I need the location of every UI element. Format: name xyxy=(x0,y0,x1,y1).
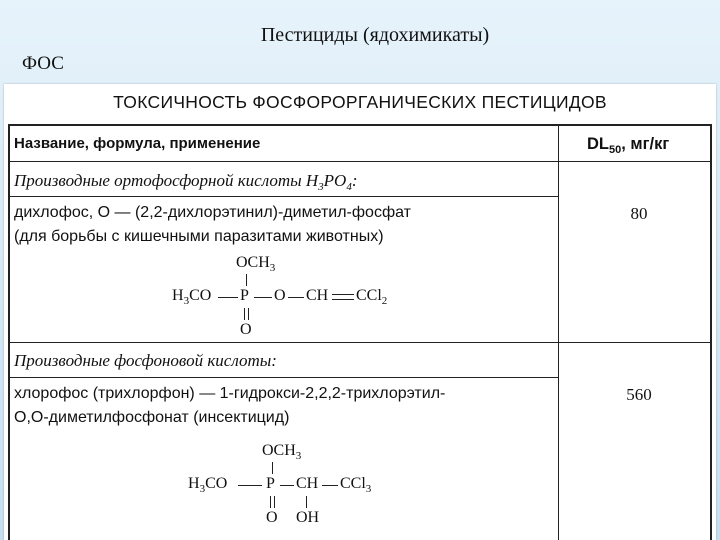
formula1-oxygen-bottom: O xyxy=(240,321,252,338)
column-divider xyxy=(558,124,559,540)
formula2-och3: $OCH_3$ xyxy=(262,442,302,462)
formula2-h3co: $H_3CO$ xyxy=(188,475,228,495)
header-name-column: Название, формула, применение xyxy=(14,135,261,152)
table-left-border xyxy=(8,124,10,540)
dichlorvos-description-line1: дихлофос, О — (2,2-дихлорэтинил)-диметил-фосфат xyxy=(14,204,411,221)
header-dl50-column: $DL_{50}$, мг/кг xyxy=(587,135,670,156)
formula2-oxygen-bottom: O xyxy=(266,509,278,526)
table-right-border xyxy=(710,124,712,540)
formula2-bond-top xyxy=(272,462,273,474)
formula1-h3co: $H_3CO$ xyxy=(172,287,212,307)
formula1-ch: CH xyxy=(306,287,329,304)
formula1-double-bond-lower xyxy=(332,299,354,300)
trichlorfon-dl50-value: 560 xyxy=(626,385,652,404)
formula1-double-bond-upper xyxy=(332,294,354,295)
formula1-double-bond-p-o-left xyxy=(244,308,245,320)
formula2-bond-p-ch xyxy=(280,485,294,486)
dichlorvos-dl50-value: 80 xyxy=(630,204,648,223)
formula2-bond-ch-oh xyxy=(306,496,307,508)
formula2-double-bond-p-o-left xyxy=(270,496,271,508)
formula1-double-bond-p-o-right xyxy=(248,308,249,320)
formula1-bond-top xyxy=(246,274,247,286)
section2-divider xyxy=(8,377,558,378)
formula1-ccl2: CCl$_2$ xyxy=(356,287,388,307)
dichlorvos-description-line2: (для борьбы с кишечными паразитами животных) xyxy=(14,228,384,245)
section1-label: Производные ортофосфорной кислоты $H_3PO_4$: xyxy=(14,171,358,193)
document-title: ТОКСИЧНОСТЬ ФОСФОРОРГАНИЧЕСКИХ ПЕСТИЦИДОВ xyxy=(113,92,607,112)
slide-title: Пестициды (ядохимикаты) xyxy=(260,24,490,46)
formula2-phosphorus: P xyxy=(266,475,275,492)
formula1-bond-left xyxy=(218,297,238,298)
formula2-ccl3: CCl$_3$ xyxy=(340,475,372,495)
formula1-phosphorus: P xyxy=(240,287,249,304)
formula1-bond-p-o xyxy=(254,297,272,298)
formula2-bond-left xyxy=(238,485,262,486)
formula1-oxygen-link: O xyxy=(274,287,286,304)
dichlorvos-structural-formula xyxy=(172,254,422,344)
slide-subtitle: ФОС xyxy=(22,53,64,74)
trichlorfon-description-line2: О,О-диметилфосфонат (инсектицид) xyxy=(14,409,290,426)
formula2-hydroxyl: OH xyxy=(296,509,320,526)
formula1-bond-o-ch xyxy=(288,297,304,298)
trichlorfon-structural-formula xyxy=(188,442,408,534)
section2-label: Производные фосфоновой кислоты: xyxy=(14,351,277,370)
formula2-double-bond-p-o-right xyxy=(274,496,275,508)
formula2-bond-ch-ccl3 xyxy=(322,485,338,486)
document-scan xyxy=(4,84,716,540)
formula2-ch: CH xyxy=(296,475,319,492)
table-top-border xyxy=(8,124,712,126)
formula1-och3: $OCH_3$ xyxy=(236,254,276,274)
trichlorfon-description-line1: хлорофос (трихлорфон) — 1-гидрокси-2,2,2-трихлорэтил- xyxy=(14,385,446,402)
